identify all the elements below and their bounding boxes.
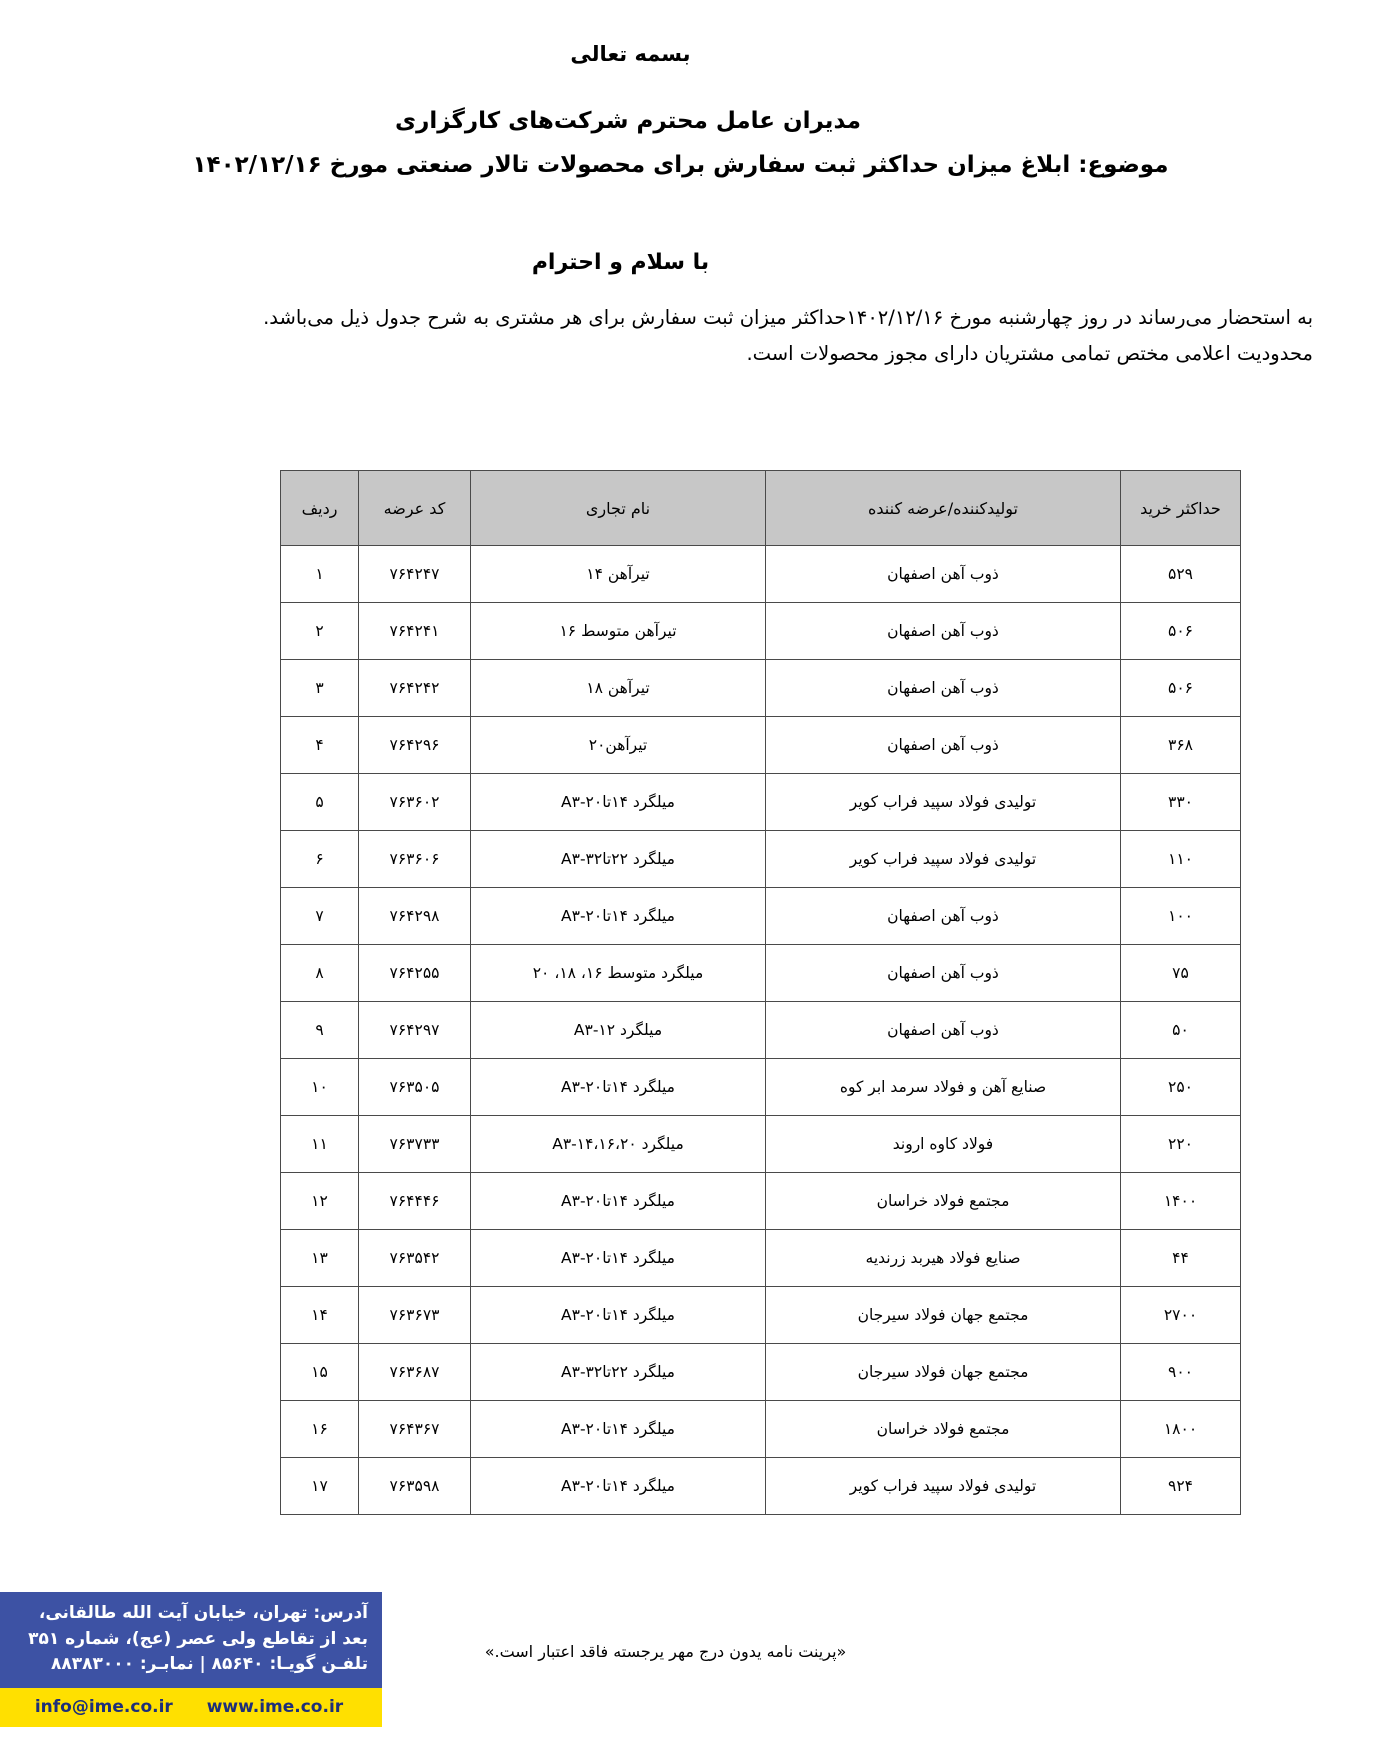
cell-max-purchase: ۱۴۰۰ [1121,1173,1241,1230]
addressee-line: مدیران عامل محترم شرکت‌های کارگزاری [395,108,861,134]
address-line-1: آدرس: تهران، خیابان آیت الله طالقانی، [38,1603,368,1623]
cell-producer: صنایع آهن و فولاد سرمد ابر کوه [766,1059,1121,1116]
column-header-brand: نام تجاری [471,471,766,546]
cell-row-number: ۴ [281,717,359,774]
table-row [281,717,1241,774]
cell-offer-code: ۷۶۳۷۳۳ [359,1116,471,1173]
cell-brand: میلگرد ۲۲تا۳۲-A۳ [471,831,766,888]
cell-brand: میلگرد ۱۴تا۲۰-A۳ [471,1458,766,1515]
cell-producer: ذوب آهن اصفهان [766,603,1121,660]
cell-brand: تیرآهن ۱۴ [471,546,766,603]
cell-offer-code: ۷۶۳۵۰۵ [359,1059,471,1116]
cell-max-purchase: ۲۷۰۰ [1121,1287,1241,1344]
cell-max-purchase: ۵۰ [1121,1002,1241,1059]
cell-brand: تیرآهن متوسط ۱۶ [471,603,766,660]
table-body [281,546,1241,1515]
table-row [281,888,1241,945]
table-row [281,1344,1241,1401]
subject-line: موضوع: ابلاغ میزان حداکثر ثبت سفارش برای محصولات تالار صنعتی مورخ ۱۴۰۲/۱۲/۱۶ [192,152,1169,178]
cell-brand: تیرآهن ۱۸ [471,660,766,717]
cell-producer: ذوب آهن اصفهان [766,717,1121,774]
cell-row-number: ۱۶ [281,1401,359,1458]
cell-max-purchase: ۵۰۶ [1121,660,1241,717]
column-header-max-purchase: حداکثر خرید [1121,471,1241,546]
cell-row-number: ۱۰ [281,1059,359,1116]
cell-producer: مجتمع جهان فولاد سیرجان [766,1344,1121,1401]
body-paragraph-line-2: محدودیت اعلامی مختص تمامی مشتریان دارای مجوز محصولات است. [746,342,1313,366]
cell-row-number: ۱ [281,546,359,603]
cell-max-purchase: ۵۰۶ [1121,603,1241,660]
phone-fax-line: تلفـن گویـا: ۸۵۶۴۰ | نمابـر: ۸۸۳۸۳۰۰۰ [50,1654,368,1674]
column-header-producer: تولیدکننده/عرضه کننده [766,471,1121,546]
cell-offer-code: ۷۶۴۲۹۷ [359,1002,471,1059]
table-row [281,603,1241,660]
cell-row-number: ۷ [281,888,359,945]
cell-max-purchase: ۱۰۰ [1121,888,1241,945]
cell-offer-code: ۷۶۳۶۰۶ [359,831,471,888]
cell-max-purchase: ۷۵ [1121,945,1241,1002]
cell-brand: میلگرد ۱۴تا۲۰-A۳ [471,1287,766,1344]
email-link[interactable]: info@ime.co.ir [34,1696,173,1717]
cell-offer-code: ۷۶۴۲۹۶ [359,717,471,774]
website-link[interactable]: www.ime.co.ir [206,1696,344,1717]
cell-max-purchase: ۹۰۰ [1121,1344,1241,1401]
order-limit-table [280,470,1241,1515]
cell-brand: میلگرد ۱۲-A۳ [471,1002,766,1059]
cell-brand: میلگرد ۲۲تا۳۲-A۳ [471,1344,766,1401]
table-row [281,1173,1241,1230]
table-row [281,1458,1241,1515]
order-limit-table-wrapper [281,470,1241,1515]
table-row [281,546,1241,603]
cell-brand: میلگرد ۱۴،۱۶،۲۰-A۳ [471,1116,766,1173]
cell-offer-code: ۷۶۳۵۹۸ [359,1458,471,1515]
cell-max-purchase: ۲۲۰ [1121,1116,1241,1173]
cell-row-number: ۱۴ [281,1287,359,1344]
cell-row-number: ۲ [281,603,359,660]
cell-producer: تولیدی فولاد سپید فراب کویر [766,774,1121,831]
cell-producer: مجتمع فولاد خراسان [766,1401,1121,1458]
cell-producer: تولیدی فولاد سپید فراب کویر [766,1458,1121,1515]
cell-producer: ذوب آهن اصفهان [766,888,1121,945]
cell-row-number: ۶ [281,831,359,888]
table-row [281,831,1241,888]
cell-producer: تولیدی فولاد سپید فراب کویر [766,831,1121,888]
cell-max-purchase: ۹۲۴ [1121,1458,1241,1515]
cell-offer-code: ۷۶۳۶۰۲ [359,774,471,831]
cell-row-number: ۱۱ [281,1116,359,1173]
cell-brand: میلگرد ۱۴تا۲۰-A۳ [471,1059,766,1116]
cell-row-number: ۱۵ [281,1344,359,1401]
contact-banner [0,1592,382,1727]
cell-offer-code: ۷۶۴۴۴۶ [359,1173,471,1230]
cell-row-number: ۱۲ [281,1173,359,1230]
cell-max-purchase: ۵۲۹ [1121,546,1241,603]
cell-offer-code: ۷۶۴۲۹۸ [359,888,471,945]
footer-validity-note: «پرینت نامه یدون درج مهر یرجسته فاقد اعتبار است.» [484,1642,847,1661]
cell-offer-code: ۷۶۴۲۵۵ [359,945,471,1002]
cell-offer-code: ۷۶۴۲۴۱ [359,603,471,660]
table-row [281,774,1241,831]
cell-brand: میلگرد ۱۴تا۲۰-A۳ [471,1173,766,1230]
table-row [281,1287,1241,1344]
cell-max-purchase: ۳۳۰ [1121,774,1241,831]
cell-brand: تیرآهن۲۰ [471,717,766,774]
contact-address-block [0,1592,382,1688]
body-paragraph-line-1: به استحضار می‌رساند در روز چهارشنبه مورخ ۱۴۰۲/۱۲/۱۶حداکثر میزان ثبت سفارش برای هر مشتری به شرح جدول ذیل می‌باشد. [263,306,1313,329]
table-row [281,1401,1241,1458]
cell-producer: صنایع فولاد هیربد زرندیه [766,1230,1121,1287]
cell-brand: میلگرد ۱۴تا۲۰-A۳ [471,774,766,831]
cell-brand: میلگرد متوسط ۱۶، ۱۸، ۲۰ [471,945,766,1002]
cell-producer: فولاد کاوه اروند [766,1116,1121,1173]
table-head [281,471,1241,546]
cell-max-purchase: ۱۱۰ [1121,831,1241,888]
contact-web-block [0,1688,382,1727]
cell-offer-code: ۷۶۴۲۴۲ [359,660,471,717]
cell-max-purchase: ۱۸۰۰ [1121,1401,1241,1458]
table-row [281,660,1241,717]
table-row [281,1116,1241,1173]
cell-producer: مجتمع جهان فولاد سیرجان [766,1287,1121,1344]
cell-max-purchase: ۳۶۸ [1121,717,1241,774]
table-row [281,945,1241,1002]
cell-brand: میلگرد ۱۴تا۲۰-A۳ [471,888,766,945]
cell-producer: ذوب آهن اصفهان [766,546,1121,603]
address-line-2: بعد از تقاطع ولی عصر (عج)، شماره ۳۵۱ [28,1628,368,1649]
table-row [281,1230,1241,1287]
cell-producer: ذوب آهن اصفهان [766,660,1121,717]
table-row [281,1002,1241,1059]
cell-max-purchase: ۴۴ [1121,1230,1241,1287]
cell-max-purchase: ۲۵۰ [1121,1059,1241,1116]
table-header-row [281,471,1241,546]
salutation-line: با سلام و احترام [531,250,710,275]
cell-offer-code: ۷۶۳۶۷۳ [359,1287,471,1344]
cell-offer-code: ۷۶۳۵۴۲ [359,1230,471,1287]
body-paragraph [153,300,1313,372]
cell-producer: ذوب آهن اصفهان [766,945,1121,1002]
cell-offer-code: ۷۶۳۶۸۷ [359,1344,471,1401]
cell-brand: میلگرد ۱۴تا۲۰-A۳ [471,1230,766,1287]
basmala-heading: بسمه تعالی [570,42,691,66]
cell-row-number: ۵ [281,774,359,831]
cell-row-number: ۱۷ [281,1458,359,1515]
cell-producer: مجتمع فولاد خراسان [766,1173,1121,1230]
cell-offer-code: ۷۶۴۳۶۷ [359,1401,471,1458]
column-header-row-number: ردیف [281,471,359,546]
cell-row-number: ۹ [281,1002,359,1059]
cell-producer: ذوب آهن اصفهان [766,1002,1121,1059]
cell-row-number: ۸ [281,945,359,1002]
cell-offer-code: ۷۶۴۲۴۷ [359,546,471,603]
cell-row-number: ۱۳ [281,1230,359,1287]
cell-brand: میلگرد ۱۴تا۲۰-A۳ [471,1401,766,1458]
column-header-offer-code: کد عرضه [359,471,471,546]
table-row [281,1059,1241,1116]
cell-row-number: ۳ [281,660,359,717]
